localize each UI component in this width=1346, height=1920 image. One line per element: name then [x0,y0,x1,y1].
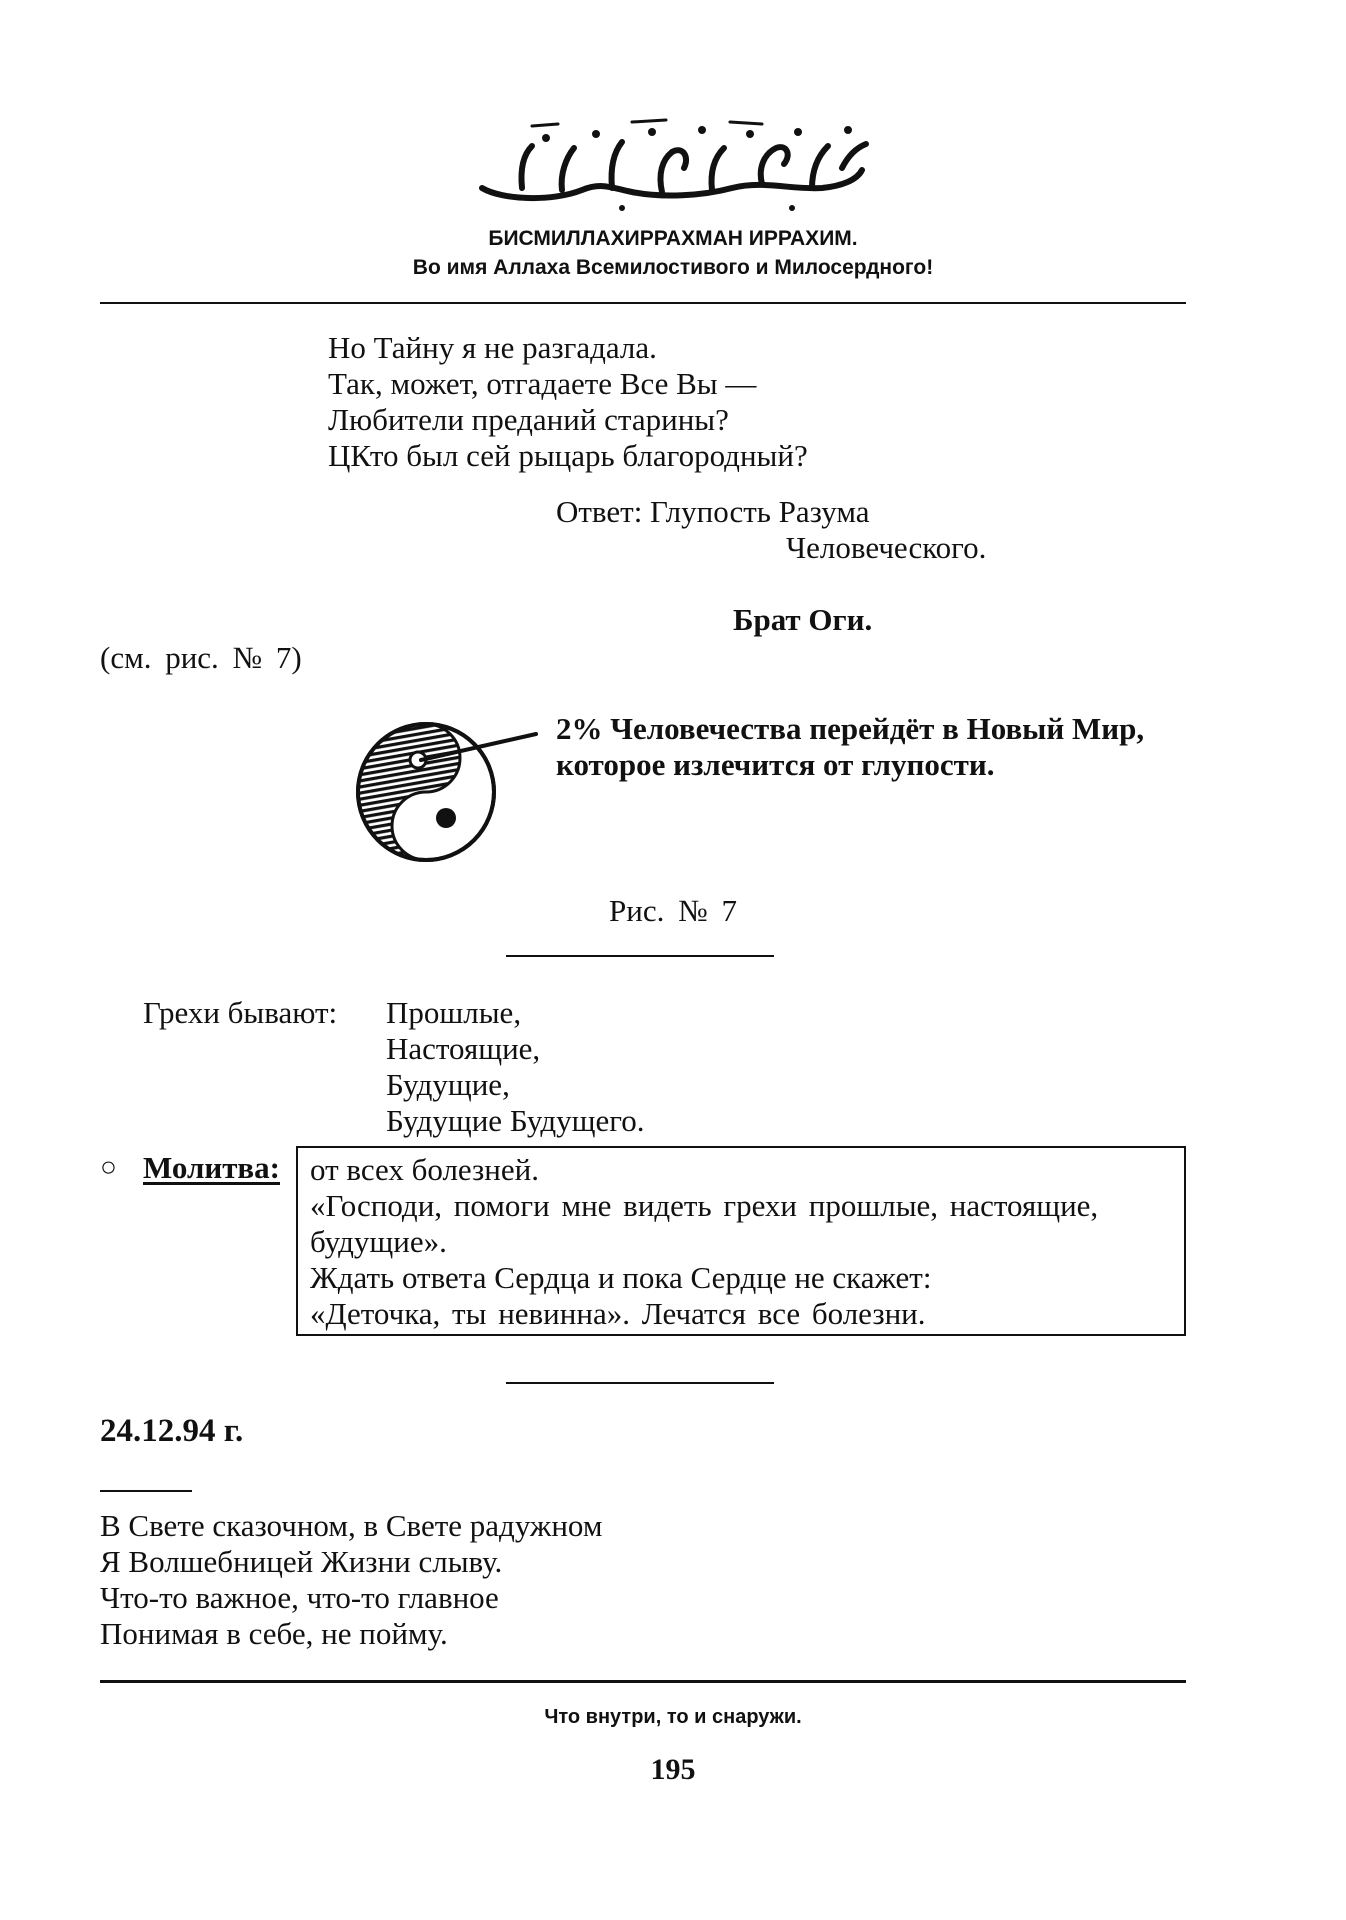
header-title: БИСМИЛЛАХИРРАХМАН ИРРАХИМ. [488,227,858,250]
header-subtitle: Во имя Аллаха Всемилостивого и Милосердного! [412,256,934,279]
figure-reference: (см. рис. № 7) [100,640,302,675]
figure-label-text: Рис. № 7 [609,893,737,928]
bismillah-calligraphy [462,118,882,214]
answer-line-1: Ответ: Глупость Разума [556,494,870,529]
prayer-line: Ждать ответа Сердца и пока Сердце не скажет: [310,1260,932,1295]
circle-bullet-icon: ○ [100,1152,117,1183]
poem-line: Что-то важное, что-то главное [100,1580,499,1615]
header-rule [100,302,1186,304]
list-item: Будущие Будущего. [386,1103,645,1138]
section-divider [506,1382,774,1384]
short-rule [100,1490,192,1492]
figure-caption-line: 2% Человечества перейдёт в Новый Мир, [556,711,1145,746]
poem-line: Так, может, отгадаете Все Вы — [328,366,757,401]
poem-line: Но Тайну я не разгадала. [328,330,657,365]
page-number: 195 [650,1753,696,1786]
prayer-line: будущие». [310,1224,447,1259]
prayer-line: «Деточка, ты невинна». Лечатся все болезни. [310,1296,926,1331]
sins-list [386,995,645,1139]
list-item: Прошлые, [386,995,522,1030]
poem-line: Я Волшебницей Жизни слыву. [100,1544,503,1579]
footer-rule [100,1680,1186,1683]
entry-date: 24.12.94 г. [100,1413,244,1449]
signature: Брат Оги. [733,602,873,637]
figure-caption-line: которое излечится от глупости. [556,747,995,782]
prayer-box [296,1146,1186,1336]
prayer-line: «Господи, помоги мне видеть грехи прошлые, настоящие, [310,1188,1099,1223]
yin-yang-figure [346,712,546,862]
poem-line: Понимая в себе, не пойму. [100,1616,448,1651]
figure-caption-text [556,711,1144,783]
poem-line: ЦКто был сей рыцарь благородный? [328,438,808,473]
poem-stanza-1 [328,330,808,474]
list-item: Будущие, [386,1067,510,1102]
poem-line: Любители преданий старины? [328,402,729,437]
prayer-label: Молитва: [143,1150,280,1185]
sins-label: Грехи бывают: [143,995,338,1030]
poem-line: В Свете сказочном, в Свете радужном [100,1508,603,1543]
prayer-line: от всех болезней. [310,1152,539,1187]
figure-label [0,893,1346,929]
answer-line-2: Человеческого. [786,530,987,565]
list-item: Настоящие, [386,1031,541,1066]
section-divider [506,955,774,957]
footer-motto: Что внутри, то и снаружи. [544,1706,802,1728]
poem-stanza-2 [100,1508,602,1652]
